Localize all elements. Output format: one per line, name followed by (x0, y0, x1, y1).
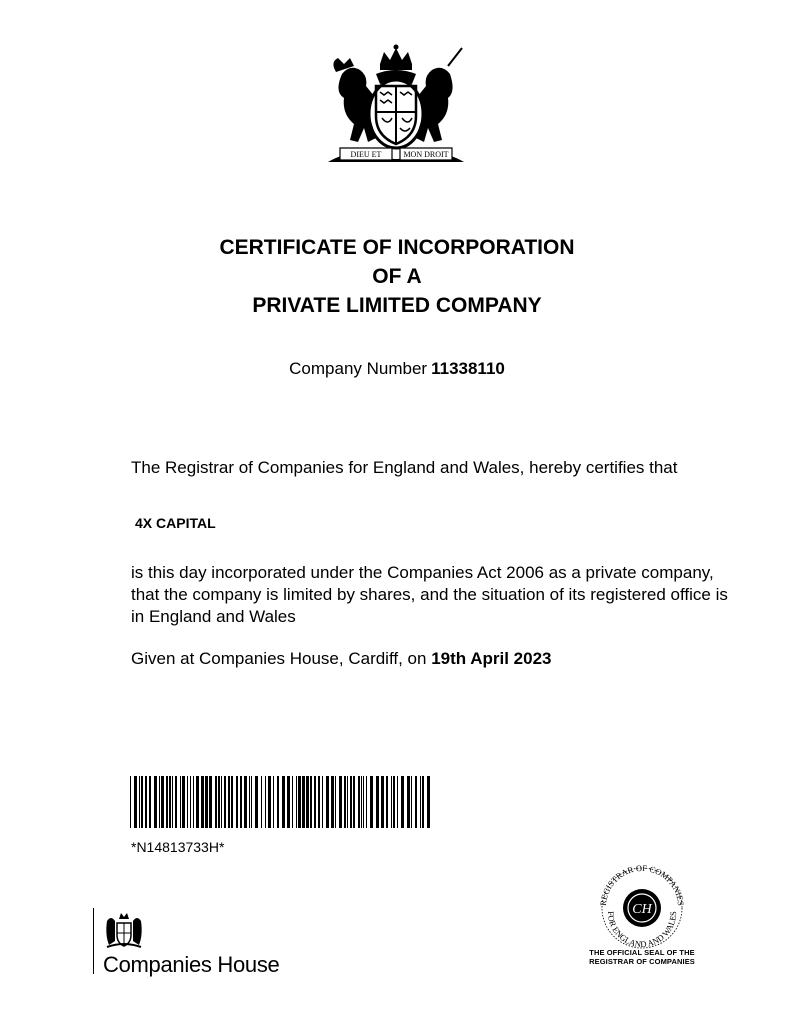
given-at-prefix: Given at Companies House, Cardiff, on (131, 649, 432, 668)
certificate-title (0, 233, 794, 320)
barcode-bar (401, 776, 404, 828)
given-at-line (131, 648, 731, 670)
barcode-bar (322, 776, 323, 828)
barcode-bar (344, 776, 346, 828)
barcode-bar (154, 776, 157, 828)
title-line-2: OF A (372, 265, 422, 288)
barcode-bar (175, 776, 177, 828)
barcode-bar (366, 776, 367, 828)
barcode-bar (370, 776, 373, 828)
barcode-bar (298, 776, 301, 828)
companies-house-wordmark: Companies House (103, 952, 280, 977)
barcode-bar (193, 776, 194, 828)
barcode-bar (224, 776, 226, 828)
barcode-bar (296, 776, 297, 828)
barcode-bar (265, 776, 266, 828)
barcode-bar (149, 776, 151, 828)
barcode-bar (358, 776, 360, 828)
royal-coat-of-arms-icon (322, 44, 470, 168)
barcode-bar (209, 776, 212, 828)
companies-house-crest-icon (103, 911, 145, 949)
barcode-bar (166, 776, 168, 828)
barcode-bar (141, 776, 143, 828)
barcode-bar (282, 776, 285, 828)
barcode-icon (130, 776, 432, 828)
barcode-bar (361, 776, 362, 828)
barcode-bar (277, 776, 279, 828)
barcode-bar (240, 776, 242, 828)
barcode-bar (302, 776, 305, 828)
company-name: 4X CAPITAL (135, 515, 216, 531)
barcode-bar (228, 776, 230, 828)
barcode-bar (353, 776, 355, 828)
barcode-bar (172, 776, 173, 828)
barcode-bar (292, 776, 293, 828)
barcode-bar (335, 776, 336, 828)
barcode-bar (347, 776, 348, 828)
barcode-bar (363, 776, 364, 828)
barcode-bar (205, 776, 208, 828)
barcode-bar (397, 776, 398, 828)
barcode-bar (393, 776, 395, 828)
barcode-bar (196, 776, 199, 828)
barcode-bar (215, 776, 217, 828)
barcode-bar (407, 776, 410, 828)
barcode-bar (130, 776, 131, 828)
barcode-bar (251, 776, 252, 828)
barcode-bar (159, 776, 160, 828)
barcode-bar (255, 776, 258, 828)
barcode-bar (310, 776, 312, 828)
barcode-bar (411, 776, 412, 828)
seal-caption-line-1: THE OFFICIAL SEAL OF THE (589, 948, 695, 957)
barcode-bar (326, 776, 329, 828)
barcode-bar (420, 776, 421, 828)
barcode-bar (145, 776, 147, 828)
barcode-bar (249, 776, 250, 828)
company-number-value: 11338110 (431, 359, 505, 378)
crest-motto-left: DIEU ET (350, 150, 382, 159)
company-number-label: Company Number (289, 359, 428, 378)
barcode-bar (236, 776, 238, 828)
barcode-bar (350, 776, 352, 828)
barcode-bar (221, 776, 222, 828)
seal-caption (582, 948, 702, 966)
barcode-text: *N14813733H* (131, 839, 225, 855)
companies-house-logo (93, 908, 323, 978)
barcode-bar (314, 776, 316, 828)
barcode-bar (169, 776, 171, 828)
barcode-bar (182, 776, 185, 828)
barcode-bar (218, 776, 220, 828)
barcode-bar (376, 776, 379, 828)
barcode-bar (139, 776, 140, 828)
barcode-bar (201, 776, 204, 828)
barcode-bar (318, 776, 320, 828)
barcode-bar (391, 776, 392, 828)
barcode-bar (268, 776, 271, 828)
barcode-bar (134, 776, 137, 828)
seal-caption-line-2: REGISTRAR OF COMPANIES (589, 957, 695, 966)
official-seal-icon (592, 863, 692, 949)
crest-motto-right: MON DROIT (403, 150, 449, 159)
barcode-bar (386, 776, 388, 828)
barcode-bar (231, 776, 233, 828)
company-number (0, 359, 794, 379)
barcode-bar (187, 776, 188, 828)
certification-statement: is this day incorporated under the Companies Act 2006 as a private company, that the company is limited by shares, and the situation of its registered office is in England and Wales (131, 563, 728, 626)
barcode-bar (273, 776, 274, 828)
barcode-bar (261, 776, 262, 828)
barcode-bar (427, 776, 430, 828)
barcode-bar (339, 776, 342, 828)
title-line-3: PRIVATE LIMITED COMPANY (252, 294, 542, 317)
barcode-bar (161, 776, 164, 828)
incorporation-date: 19th April 2023 (431, 649, 552, 668)
barcode-bar (287, 776, 290, 828)
barcode-bar (331, 776, 334, 828)
seal-monogram: CH (632, 902, 652, 917)
barcode-bar (306, 776, 309, 828)
barcode-bar (180, 776, 181, 828)
logo-divider (93, 908, 94, 974)
certification-intro: The Registrar of Companies for England and Wales, hereby certifies that (131, 458, 678, 477)
barcode-bar (415, 776, 417, 828)
seal-outer-text: REGISTRAR OF COMPANIES (597, 863, 687, 907)
title-line-1: CERTIFICATE OF INCORPORATION (219, 236, 575, 259)
barcode-bar (190, 776, 191, 828)
seal-inner-text: FOR ENGLAND AND WALES (605, 911, 679, 949)
barcode-bar (422, 776, 424, 828)
barcode-bar (244, 776, 247, 828)
barcode-bar (381, 776, 384, 828)
